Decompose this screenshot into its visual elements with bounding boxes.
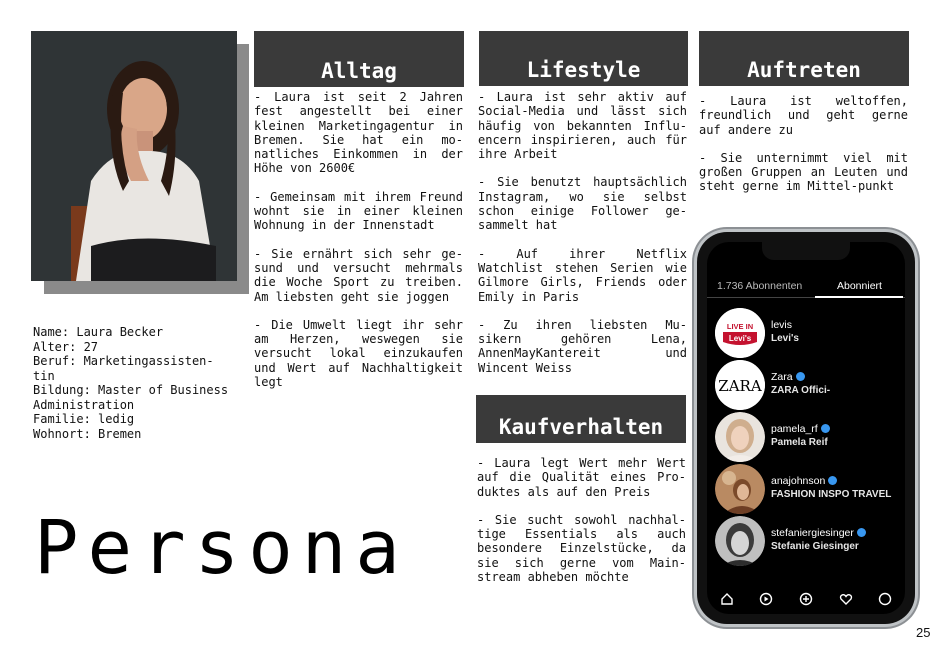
auftreten-text [699, 94, 908, 208]
verified-badge-icon [796, 372, 805, 381]
account-handle: anajohnson [771, 475, 826, 487]
phone-volume-button [693, 300, 696, 328]
alltag-paragraph: - Die Umwelt liegt ihr sehr am Herzen, weswegen sie versucht lokal einzukaufen und Wert auf Nachhaltigkeit legt [254, 317, 463, 390]
levis-logo-text: Levi's [728, 334, 752, 343]
phone-power-button [916, 316, 919, 360]
home-icon[interactable] [720, 592, 734, 610]
tab-followers[interactable]: 1.736 Abonnenten [717, 280, 803, 292]
phone-notch [762, 242, 850, 260]
page-number: 25 [916, 625, 931, 640]
lifestyle-paragraph: - Sie benutzt hauptsächlich Instagram, wo sie selbst schon einige Follower ge-sammelt hat [478, 175, 687, 233]
kaufverhalten-paragraph: - Laura legt Wert mehr Wert auf die Qualität eines Pro-duktes als auf den Preis [477, 456, 686, 499]
account-handle: stefaniergiesinger [771, 527, 854, 539]
profile-details: Name: Laura Becker Alter: 27 Beruf: Marketingassisten- tin Bildung: Master of Business Administration Familie: ledig Wohnort: Bremen [33, 325, 229, 441]
anajohnson-avatar [715, 464, 765, 514]
account-name: Pamela Reif [771, 437, 828, 448]
persona-photo [31, 31, 237, 281]
alltag-paragraph: - Laura ist seit 2 Jahren fest angestellt bei einer kleinen Marketingagentur in Bremen. Sie hat ein mo-natliches Einkommen in der Höhe von 2600€ [254, 90, 463, 176]
verified-badge-icon [828, 476, 837, 485]
reels-icon[interactable] [759, 592, 773, 610]
account-handle: Zara [771, 371, 793, 383]
alltag-heading: Alltag [254, 31, 464, 87]
active-tab-indicator [815, 296, 903, 298]
alltag-text [254, 90, 463, 403]
auftreten-paragraph: - Sie unternimmt viel mit großen Gruppen an Leuten und steht gerne im Mittel-punkt [699, 150, 908, 194]
account-name: Levi's [771, 333, 799, 344]
zara-logo [715, 360, 765, 410]
stefanie-avatar [715, 516, 765, 566]
alltag-paragraph: - Gemeinsam mit ihrem Freund wohnt sie in einer kleinen Wohnung in der Innenstadt [254, 189, 463, 233]
account-row[interactable] [715, 360, 905, 408]
tab-following[interactable]: Abonniert [837, 280, 882, 292]
phone-bottom-nav [707, 588, 905, 614]
zara-logo-text: ZARA [718, 377, 762, 395]
follow-tabs [707, 276, 905, 298]
account-handle: levis [771, 319, 793, 331]
account-handle: pamela_rf [771, 423, 818, 435]
levis-logo-text: LIVE IN [726, 322, 754, 331]
verified-badge-icon [857, 528, 866, 537]
lifestyle-heading: Lifestyle [479, 31, 688, 86]
levis-logo [715, 308, 765, 358]
account-row[interactable] [715, 464, 905, 512]
lifestyle-text [478, 90, 687, 389]
lifestyle-paragraph: - Auf ihrer Netflix Watchlist stehen Serien wie Gilmore Girls, Friends oder Emily in Paris [478, 246, 687, 304]
pamela-avatar [715, 412, 765, 462]
account-name: FASHION INSPO TRAVEL [771, 489, 892, 500]
phone-volume-button [693, 336, 696, 364]
persona-title: Persona [34, 505, 409, 591]
auftreten-heading: Auftreten [699, 31, 909, 86]
auftreten-paragraph: - Laura ist weltoffen, freundlich und geht gerne auf andere zu [699, 94, 908, 137]
account-name: ZARA Offici- [771, 385, 831, 396]
account-row[interactable] [715, 516, 905, 564]
profile-icon[interactable] [878, 592, 892, 610]
heart-icon[interactable] [839, 592, 853, 610]
kaufverhalten-paragraph: - Sie sucht sowohl nachhal-tige Essentials als auch besondere Einzelstücke, da sie sich gerne vom Main-stream abheben möchte [477, 512, 686, 585]
verified-badge-icon [821, 424, 830, 433]
phone-mockup [697, 232, 915, 624]
account-row[interactable] [715, 308, 905, 356]
phone-screen [707, 242, 905, 614]
kaufverhalten-text [477, 456, 686, 598]
lifestyle-paragraph: - Laura ist sehr aktiv auf Social-Media und lässt sich häufig von bekannten Influ-encern inspirieren, auch für ihre Arbeit [478, 90, 687, 162]
alltag-paragraph: - Sie ernährt sich sehr ge-sund und versucht mehrmals die Woche Sport zu treiben. Am liebsten geht sie joggen [254, 246, 463, 304]
lifestyle-paragraph: - Zu ihren liebsten Mu-sikern gehören Lena, AnnenMayKantereit und Wincent Weiss [478, 317, 687, 375]
add-icon[interactable] [799, 592, 813, 610]
account-name: Stefanie Giesinger [771, 541, 859, 552]
account-row[interactable] [715, 412, 905, 460]
kaufverhalten-heading: Kaufverhalten [476, 395, 686, 443]
